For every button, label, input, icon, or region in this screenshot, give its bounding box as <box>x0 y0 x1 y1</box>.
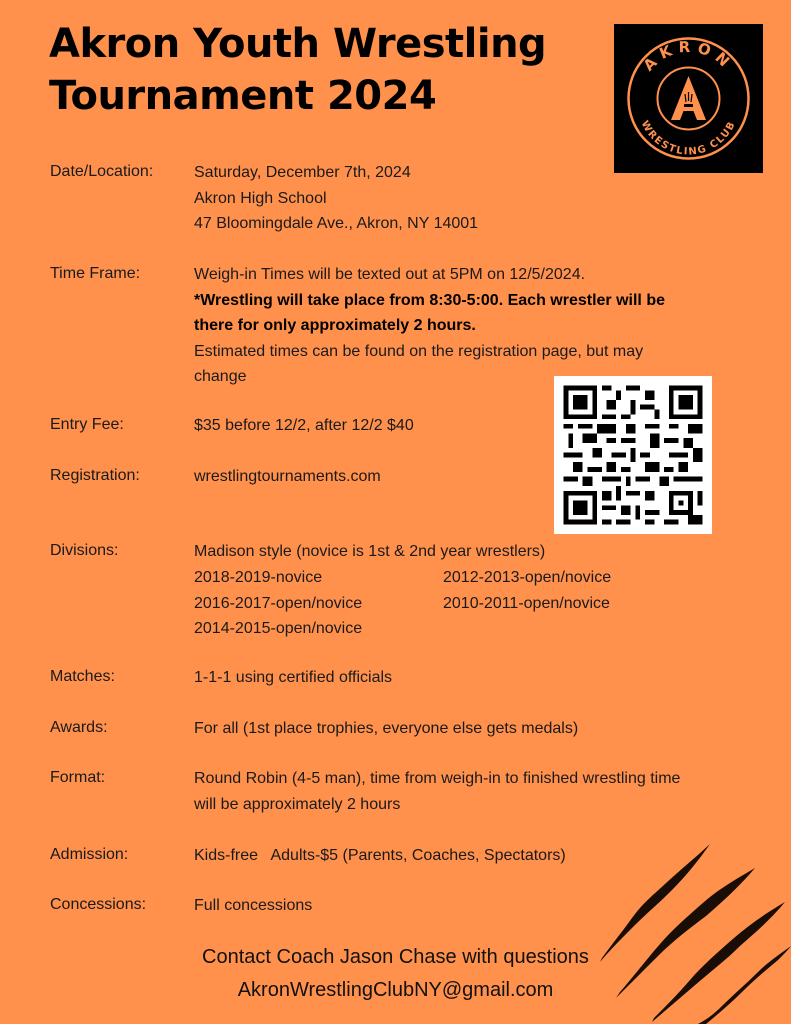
estimated-times-note-2: change <box>194 368 247 385</box>
division-item: 2018-2019-novice <box>194 569 323 586</box>
format-line-1: Round Robin (4-5 man), time from weigh-in to finished wrestling time <box>194 770 681 787</box>
divisions-intro: Madison style (novice is 1st & 2nd year wrestlers) <box>194 543 546 560</box>
registration-link[interactable]: wrestlingtournaments.com <box>194 468 381 485</box>
format-value <box>194 766 754 817</box>
weigh-in-note: Weigh-in Times will be texted out at 5PM on 12/5/2024. <box>194 266 586 283</box>
title-line-2: Tournament 2024 <box>49 73 437 119</box>
matches-label: Matches: <box>50 668 115 685</box>
admission-value: Kids-free Adults-$5 (Parents, Coaches, Spectators) <box>194 847 566 864</box>
event-date: Saturday, December 7th, 2024 <box>194 164 411 181</box>
page-title <box>49 18 609 122</box>
awards-value: For all (1st place trophies, everyone else gets medals) <box>194 720 579 737</box>
concessions-label: Concessions: <box>50 896 147 913</box>
divisions-label: Divisions: <box>50 542 119 559</box>
akron-wrestling-club-logo <box>614 24 763 173</box>
date-location-value <box>194 160 478 237</box>
matches-value: 1-1-1 using certified officials <box>194 669 393 686</box>
date-location-label: Date/Location: <box>50 163 154 180</box>
registration-label: Registration: <box>50 467 140 484</box>
estimated-times-note-1: Estimated times can be found on the registration page, but may <box>194 342 644 360</box>
title-line-1: Akron Youth Wrestling <box>49 21 547 67</box>
registration-qr-code[interactable] <box>554 376 712 534</box>
division-item: 2010-2011-open/novice <box>443 594 610 612</box>
claw-a-logo-icon <box>614 24 763 173</box>
division-item: 2012-2013-open/novice <box>443 569 612 586</box>
divisions-column-1 <box>194 565 362 642</box>
format-line-2: will be approximately 2 hours <box>194 795 401 813</box>
wrestling-time-note-2: there for only approximately 2 hours. <box>194 317 476 334</box>
wrestling-time-note-1: *Wrestling will take place from 8:30-5:00. Each wrestler will be <box>194 291 665 309</box>
contact-email[interactable]: AkronWrestlingClubNY@gmail.com <box>237 979 554 1001</box>
concessions-value: Full concessions <box>194 897 313 914</box>
division-item: 2014-2015-open/novice <box>194 620 363 637</box>
awards-label: Awards: <box>50 719 108 736</box>
contact-line: Contact Coach Jason Chase with questions <box>202 946 589 968</box>
entry-fee-label: Entry Fee: <box>50 416 124 433</box>
admission-label: Admission: <box>50 846 129 863</box>
time-frame-label: Time Frame: <box>50 265 141 282</box>
divisions-column-2 <box>443 565 611 616</box>
event-venue: Akron High School <box>194 189 327 207</box>
event-address: 47 Bloomingdale Ave., Akron, NY 14001 <box>194 215 479 232</box>
entry-fee-value: $35 before 12/2, after 12/2 $40 <box>194 417 414 434</box>
svg-text:WRESTLING CLUB: WRESTLING CLUB <box>638 119 739 158</box>
time-frame-value <box>194 262 754 390</box>
format-label: Format: <box>50 769 106 786</box>
division-item: 2016-2017-open/novice <box>194 594 363 612</box>
qr-code-icon <box>554 376 712 534</box>
svg-text:AKRON: AKRON <box>639 37 738 75</box>
